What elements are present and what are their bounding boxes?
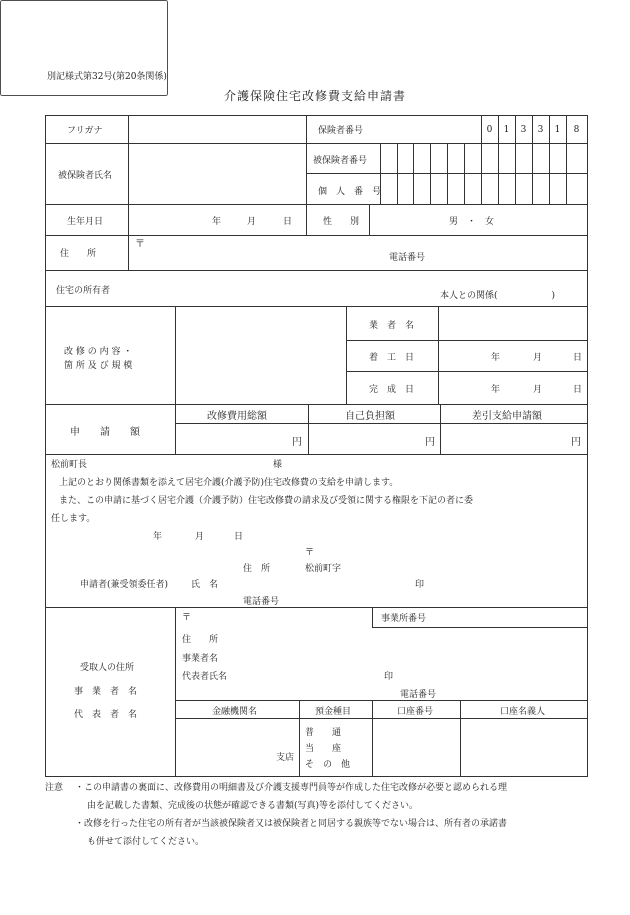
account-number-label: 口座番号 (397, 707, 434, 717)
deposit-type-other[interactable]: そ の 他 (305, 760, 351, 770)
start-day-unit: 日 (573, 353, 583, 363)
declaration-line3: 任します。 (51, 514, 96, 524)
furigana-input[interactable] (132, 118, 306, 142)
insurer-digit: 8 (573, 124, 580, 135)
claim-amount-yen: 円 (571, 437, 581, 448)
insured-name-input[interactable] (132, 150, 306, 200)
address-label: 住 所 (60, 249, 97, 259)
self-pay-label: 自己負担額 (345, 411, 395, 422)
recipient-company-label: 事業者名 (182, 654, 219, 664)
insurer-digit: 0 (486, 124, 493, 135)
sama-honorific: 様 (273, 460, 283, 470)
declaration-month-unit: 月 (195, 532, 205, 542)
recipient-seal: 印 (384, 672, 394, 682)
postal-mark: 〒 (135, 239, 145, 250)
declaration-line2: また、この申請に基づく居宅介護（介護予防）住宅改修費の請求及び受領に関する権限を下記の者に委 (59, 496, 474, 506)
applicant-seal: 印 (415, 580, 425, 590)
total-cost-label: 改修費用総額 (207, 411, 267, 422)
recipient-representative-label: 代表者氏名 (182, 672, 228, 682)
start-year-unit: 年 (491, 353, 501, 363)
contractor-label: 業 者 名 (369, 321, 415, 331)
recipient-label-company: 事 業 者 名 (74, 687, 138, 697)
applicant-name-label: 氏 名 (191, 580, 219, 590)
complete-year-unit: 年 (491, 385, 501, 395)
renovation-label-line1: 改 修 の 内 容 ・ (64, 347, 133, 357)
complete-month-unit: 月 (533, 385, 543, 395)
start-date-label: 着 工 日 (369, 353, 415, 363)
insurer-number-label: 保険者番号 (318, 126, 364, 136)
insurer-digit: 3 (537, 124, 544, 135)
furigana-label: フリガナ (67, 126, 103, 136)
form-number: 別記様式第32号(第20条関係) (47, 72, 167, 82)
birth-month-unit: 月 (247, 217, 257, 227)
birth-date-label: 生年月日 (67, 217, 104, 227)
notes-heading: 注意 (45, 783, 64, 793)
office-number-label: 事業所番号 (381, 614, 427, 624)
recipient-address-label: 住 所 (182, 635, 219, 645)
relation-label: 本人との関係( ) (440, 291, 556, 301)
recipient-phone-label: 電話番号 (400, 690, 437, 700)
bank-name-label: 金融機関名 (212, 707, 258, 717)
insurer-digit: 1 (503, 124, 510, 135)
declaration-year-unit: 年 (153, 532, 163, 542)
mayor-addressee: 松前町長 (51, 460, 88, 470)
note1-line2: 由を記載した書類、完成後の状態が確認できる書類(写真)等を添付してください。 (87, 801, 419, 811)
self-pay-yen: 円 (425, 437, 435, 448)
form-title: 介護保険住宅改修費支給申請書 (223, 89, 406, 103)
sex-label: 性 別 (323, 217, 360, 227)
declaration-day-unit: 日 (234, 532, 244, 542)
owner-label: 住宅の所有者 (56, 286, 111, 296)
start-month-unit: 月 (533, 353, 543, 363)
note2-line2: も併せて添付してください。 (87, 837, 205, 847)
declaration-line1: 上記のとおり関係書類を添えて居宅介護(介護予防)住宅改修費の支給を申請します。 (59, 478, 399, 488)
claim-amount-label: 差引支給申請額 (472, 411, 542, 422)
complete-date-label: 完 成 日 (369, 385, 415, 395)
deposit-type-label: 預金種目 (315, 707, 352, 717)
personal-number-label: 個 人 番 号 (318, 187, 382, 197)
deposit-type-ordinary[interactable]: 普 通 (305, 728, 342, 738)
insured-number-label: 被保険者番号 (313, 156, 368, 166)
branch-label: 支店 (276, 753, 295, 763)
recipient-postal-mark: 〒 (182, 613, 192, 623)
applicant-address-value: 松前町字 (305, 564, 342, 574)
birth-year-unit: 年 (212, 217, 222, 227)
phone-label: 電話番号 (389, 253, 426, 263)
applicant-phone-label: 電話番号 (243, 597, 280, 607)
insurer-digit: 3 (520, 124, 527, 135)
note1-line1: ・この申請書の裏面に、改修費用の明細書及び介護支援専門員等が作成した住宅改修が必要と認められる理 (75, 783, 508, 793)
renovation-label-line2: 箇 所 及 び 規 模 (64, 361, 133, 371)
applicant-label: 申請者(兼受領委任者) (80, 580, 169, 590)
note2-line1: ・改修を行った住宅の所有者が当該被保険者又は被保険者と同居する親族等でない場合は、所有者の承諾書 (75, 819, 508, 829)
account-holder-label: 口座名義人 (500, 707, 546, 717)
applicant-postal-mark: 〒 (305, 548, 315, 558)
recipient-label-representative: 代 表 者 名 (74, 710, 138, 720)
deposit-type-checking[interactable]: 当 座 (305, 744, 342, 754)
total-cost-yen: 円 (292, 437, 302, 448)
insured-name-label: 被保険者氏名 (58, 171, 113, 181)
birth-day-unit: 日 (283, 217, 293, 227)
recipient-label-address: 受取人の住所 (80, 663, 135, 673)
complete-day-unit: 日 (573, 385, 583, 395)
insurer-digit: 1 (554, 124, 561, 135)
applicant-address-label: 住 所 (243, 564, 271, 574)
amount-label: 申 請 額 (70, 427, 140, 438)
sex-options[interactable]: 男 ・ 女 (449, 217, 495, 227)
